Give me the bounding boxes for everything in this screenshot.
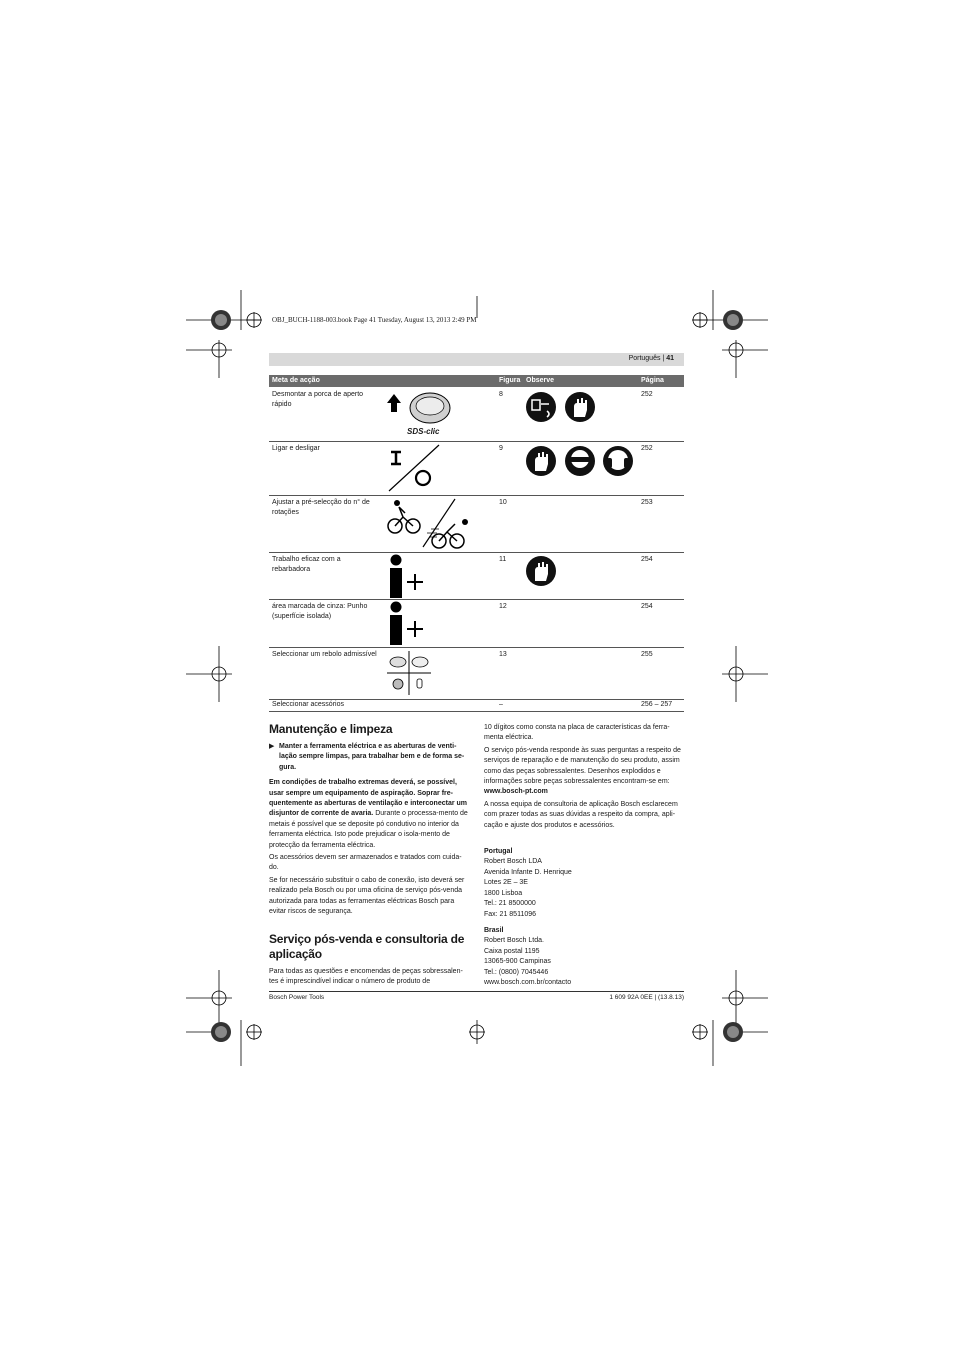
- header-band: [269, 353, 684, 366]
- bullet-arrow-icon: ▶: [269, 743, 275, 750]
- consulting-paragraph: A nossa equipa de consultoria de aplicação Bosch esclarecem com prazer todas as suas dúvidas a respeito da compra, apli-cação e ajuste dos produtos e acessórios.: [484, 800, 678, 829]
- table-header: [269, 375, 684, 387]
- brasil-address: [484, 926, 684, 988]
- bosch-br-link[interactable]: www.bosch.com.br/contacto: [484, 978, 572, 986]
- row-page: 256 – 257: [641, 701, 673, 708]
- header-language: Português: [628, 355, 661, 362]
- row-goal: Ajustar a pré-selecção do n° de rotações: [272, 499, 370, 516]
- address-line: Avenida Infante D. Henrique: [484, 868, 572, 876]
- on-off-icon: [385, 443, 445, 493]
- right-column: [484, 723, 684, 988]
- row-figure: 12: [499, 603, 507, 610]
- maintenance-bullet: [269, 742, 470, 773]
- row-figure: 9: [499, 445, 503, 452]
- maintenance-paragraph: [269, 778, 470, 851]
- row-figure: 10: [499, 499, 507, 506]
- speed-preselection-icon: [385, 497, 475, 551]
- product-number-paragraph: 10 dígitos como consta na placa de características da ferra-menta eléctrica.: [484, 724, 670, 742]
- info-plus-icon: [385, 554, 431, 600]
- address-line: 1800 Lisboa: [484, 889, 523, 897]
- section-title-maintenance: Manutenção e limpeza: [269, 722, 393, 736]
- address-line: Fax: 21 8511096: [484, 910, 537, 918]
- row-figure: 11: [499, 556, 507, 563]
- table-row: [269, 599, 684, 648]
- footer-right: 1 609 92A 0EE | (13.8.13): [609, 994, 684, 1001]
- row-page: 255: [641, 651, 653, 658]
- page-header: Português | 41: [628, 355, 674, 362]
- row-figure: –: [499, 701, 503, 708]
- address-line: Tel.: 21 8500000: [484, 900, 536, 908]
- address-line: Tel.: (0800) 7045446: [484, 968, 549, 976]
- th-figure: Figura: [499, 377, 521, 384]
- observe-icons: [525, 391, 597, 425]
- footer-rule: [269, 991, 684, 992]
- address-line: Lotes 2E – 3E: [484, 879, 528, 887]
- portugal-heading: Portugal: [484, 848, 513, 856]
- maintenance-rest: Durante o processa-mento de metais é possível que se deposite pó condutivo no interior da ferramenta eléctrica. Isto pode prejudicar o isola-mento de protecção da ferramenta eléctrica.: [269, 810, 468, 849]
- grinding-disc-selection-icon: [385, 649, 433, 697]
- row-goal: Ligar e desligar: [272, 445, 320, 452]
- service-info-paragraph: O serviço pós-venda responde às suas perguntas a respeito de serviços de reparação e de manutenção do seu produto, assim como das peças sobressalentes. Desenhos explodidos e informações sobre peças sobressalentes encontram-se em:: [484, 746, 681, 786]
- table-row: [269, 647, 684, 700]
- section-title-service: Serviço pós-venda e consultoria de aplicação: [269, 931, 465, 961]
- row-goal: área marcada de cinza: Punho (superfície isolada): [272, 603, 368, 620]
- row-figure: 13: [499, 651, 507, 658]
- brasil-heading: Brasil: [484, 926, 504, 934]
- th-observe: Observe: [526, 377, 555, 384]
- footer-left: Bosch Power Tools: [269, 994, 325, 1001]
- row-goal: Seleccionar acessórios: [272, 701, 344, 708]
- bullet-text: Manter a ferramenta eléctrica e as aberturas de venti-lação sempre limpas, para trabalhar bem e de forma se-gura.: [279, 743, 465, 771]
- portugal-address: [484, 847, 684, 920]
- row-page: 254: [641, 556, 653, 563]
- bosch-pt-link[interactable]: www.bosch-pt.com: [484, 788, 548, 796]
- address-line: Robert Bosch LDA: [484, 858, 542, 866]
- observe-icons: [525, 445, 637, 479]
- address-line: Caixa postal 1195: [484, 947, 540, 955]
- left-column: [269, 722, 470, 989]
- row-page: 252: [641, 445, 653, 452]
- table-row: [269, 552, 684, 600]
- row-page: 252: [641, 391, 653, 398]
- th-goal: Meta de acção: [272, 377, 320, 384]
- service-paragraph: Para todas as questões e encomendas de peças sobressalen-tes é imprescindível indicar o número de produto de: [269, 967, 463, 985]
- sds-clic-logo: SDS-clic: [407, 427, 440, 436]
- cable-paragraph: Se for necessário substituir o cabo de conexão, isto deverá ser realizado pela Bosch ou por uma oficina de serviço pós-venda autorizada para todas as ferramentas eléctricas Bosch para evitar riscos de segurança.: [269, 876, 465, 916]
- table-row: [269, 387, 684, 442]
- th-page: Página: [641, 377, 664, 384]
- print-info: OBJ_BUCH-1188-003.book Page 41 Tuesday, August 13, 2013 2:49 PM: [272, 316, 477, 324]
- row-page: 254: [641, 603, 653, 610]
- row-page: 253: [641, 499, 653, 506]
- table-row: [269, 441, 684, 496]
- row-goal: Seleccionar um rebolo admissível: [272, 651, 377, 658]
- table-row: [269, 495, 684, 553]
- row-figure: 8: [499, 391, 503, 398]
- accessories-paragraph: Os acessórios devem ser armazenados e tratados com cuida-do.: [269, 854, 462, 872]
- address-line: 13065-900 Campinas: [484, 958, 551, 966]
- row-goal: Desmontar a porca de aperto rápido: [272, 391, 364, 408]
- maintenance-bold: Em condições de trabalho extremas deverá, se possível, usar sempre um equipamento de aspiração. Soprar fre-quentemente as aberturas de ventilação e interconectar um disjuntor de corrente de avaria.: [269, 779, 468, 818]
- header-page-number: 41: [666, 355, 674, 362]
- gloves-icon: [525, 555, 559, 589]
- info-plus-icon: [385, 601, 431, 647]
- row-goal: Trabalho eficaz com a rebarbadora: [272, 556, 341, 573]
- address-line: Robert Bosch Ltda.: [484, 937, 544, 945]
- table-row: [269, 699, 684, 712]
